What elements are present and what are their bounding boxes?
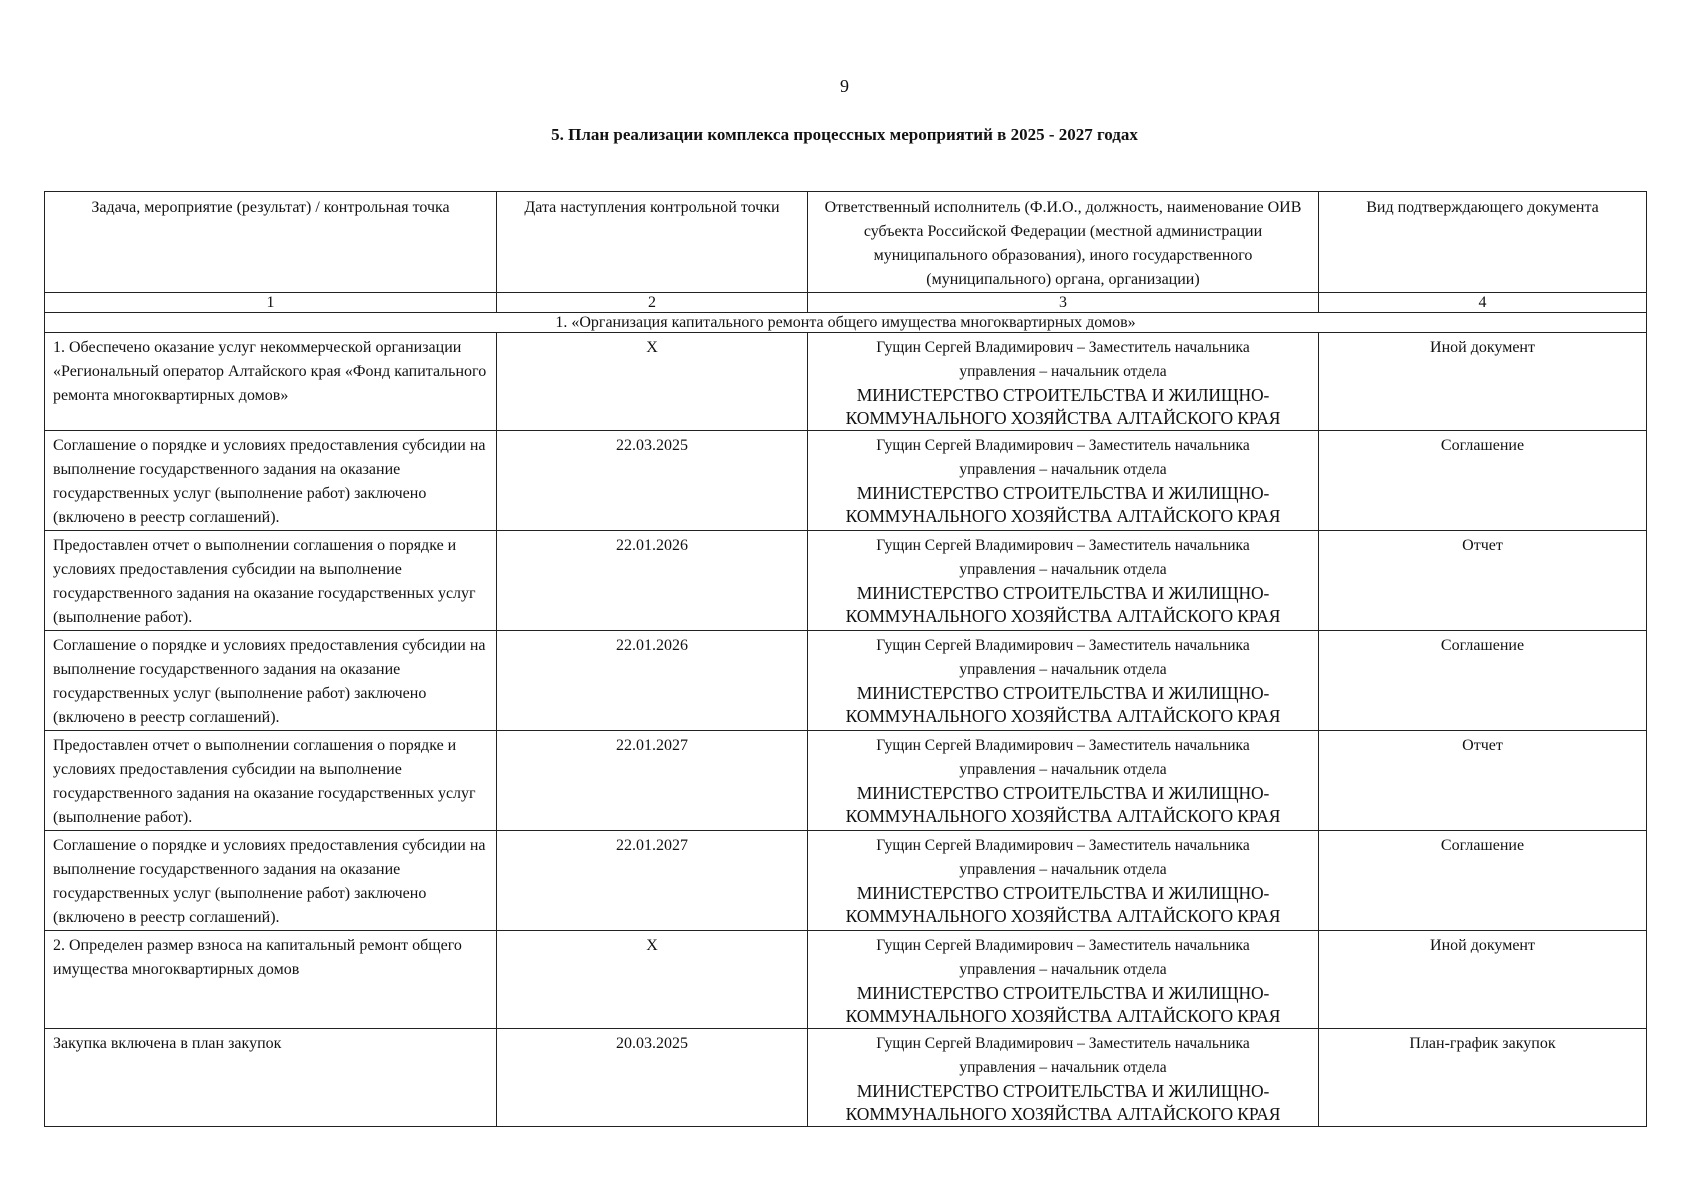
document-title: 5. План реализации комплекса процессных мероприятий в 2025 - 2027 годах: [551, 125, 1138, 144]
task-cell: Закупка включена в план закупок: [45, 1029, 497, 1127]
column-number: 2: [497, 293, 808, 313]
table-row: [45, 931, 1647, 1029]
table-row: [45, 1029, 1647, 1127]
responsible-organization: МИНИСТЕРСТВО СТРОИТЕЛЬСТВА И ЖИЛИЩНО-КОММУНАЛЬНОГО ХОЗЯЙСТВА АЛТАЙСКОГО КРАЯ: [845, 483, 1281, 526]
section-row: [45, 313, 1647, 333]
task-cell: 1. Обеспечено оказание услуг некоммерческой организации «Региональный оператор Алтайского края «Фонд капитального ремонта многоквартирных домов»: [45, 333, 497, 431]
section-title: 1. «Организация капитального ремонта общего имущества многоквартирных домов»: [45, 313, 1647, 333]
document-cell: План-график закупок: [1319, 1029, 1647, 1127]
responsible-position: управления – начальник отдела: [959, 761, 1167, 778]
date-cell: 22.01.2026: [497, 531, 808, 631]
date-cell: 22.01.2027: [497, 831, 808, 931]
responsible-organization: МИНИСТЕРСТВО СТРОИТЕЛЬСТВА И ЖИЛИЩНО-КОММУНАЛЬНОГО ХОЗЯЙСТВА АЛТАЙСКОГО КРАЯ: [845, 883, 1281, 926]
header-document: Вид подтверждающего документа: [1319, 192, 1647, 293]
responsible-position: управления – начальник отдела: [959, 363, 1167, 380]
document-cell: Соглашение: [1319, 831, 1647, 931]
date-cell: 20.03.2025: [497, 1029, 808, 1127]
responsible-cell: [808, 1029, 1319, 1127]
column-number: 1: [45, 293, 497, 313]
date-cell: 22.01.2026: [497, 631, 808, 731]
column-number-row: [45, 293, 1647, 313]
responsible-position: управления – начальник отдела: [959, 661, 1167, 678]
responsible-name: Гущин Сергей Владимирович – Заместитель начальника: [876, 437, 1250, 454]
responsible-position: управления – начальник отдела: [959, 861, 1167, 878]
responsible-cell: [808, 931, 1319, 1029]
table-row: [45, 333, 1647, 431]
task-cell: Соглашение о порядке и условиях предоставления субсидии на выполнение государственного задания на оказание государственных услуг (выполнение работ) заключено (включено в реестр соглашений).: [45, 831, 497, 931]
task-cell: Соглашение о порядке и условиях предоставления субсидии на выполнение государственного задания на оказание государственных услуг (выполнение работ) заключено (включено в реестр соглашений).: [45, 631, 497, 731]
header-row: [45, 192, 1647, 293]
date-cell: 22.01.2027: [497, 731, 808, 831]
document-cell: Отчет: [1319, 731, 1647, 831]
date-cell: X: [497, 333, 808, 431]
responsible-cell: [808, 631, 1319, 731]
table-row: [45, 731, 1647, 831]
table-row: [45, 531, 1647, 631]
task-cell: Предоставлен отчет о выполнении соглашения о порядке и условиях предоставления субсидии на выполнение государственного задания на оказание государственных услуг (выполнение работ).: [45, 531, 497, 631]
responsible-cell: [808, 333, 1319, 431]
date-cell: X: [497, 931, 808, 1029]
responsible-organization: МИНИСТЕРСТВО СТРОИТЕЛЬСТВА И ЖИЛИЩНО-КОММУНАЛЬНОГО ХОЗЯЙСТВА АЛТАЙСКОГО КРАЯ: [845, 385, 1281, 428]
plan-table: [44, 191, 1647, 1127]
header-responsible: Ответственный исполнитель (Ф.И.О., должность, наименование ОИВ субъекта Российской Федерации (местной администрации муниципального образования), иного государственного (муниципального) органа, организации): [808, 192, 1319, 293]
responsible-name: Гущин Сергей Владимирович – Заместитель начальника: [876, 837, 1250, 854]
task-cell: 2. Определен размер взноса на капитальный ремонт общего имущества многоквартирных домов: [45, 931, 497, 1029]
responsible-position: управления – начальник отдела: [959, 961, 1167, 978]
header-task: Задача, мероприятие (результат) / контрольная точка: [45, 192, 497, 293]
document-cell: Иной документ: [1319, 931, 1647, 1029]
table-row: [45, 631, 1647, 731]
document-cell: Соглашение: [1319, 431, 1647, 531]
table-row: [45, 831, 1647, 931]
column-number: 4: [1319, 293, 1647, 313]
document-cell: Отчет: [1319, 531, 1647, 631]
page-number: 9: [840, 76, 849, 96]
responsible-organization: МИНИСТЕРСТВО СТРОИТЕЛЬСТВА И ЖИЛИЩНО-КОММУНАЛЬНОГО ХОЗЯЙСТВА АЛТАЙСКОГО КРАЯ: [845, 683, 1281, 726]
header-date: Дата наступления контрольной точки: [497, 192, 808, 293]
document-cell: Соглашение: [1319, 631, 1647, 731]
responsible-name: Гущин Сергей Владимирович – Заместитель начальника: [876, 537, 1250, 554]
responsible-cell: [808, 731, 1319, 831]
task-cell: Предоставлен отчет о выполнении соглашения о порядке и условиях предоставления субсидии на выполнение государственного задания на оказание государственных услуг (выполнение работ).: [45, 731, 497, 831]
responsible-cell: [808, 431, 1319, 531]
task-cell: Соглашение о порядке и условиях предоставления субсидии на выполнение государственного задания на оказание государственных услуг (выполнение работ) заключено (включено в реестр соглашений).: [45, 431, 497, 531]
responsible-position: управления – начальник отдела: [959, 461, 1167, 478]
table-row: [45, 431, 1647, 531]
responsible-cell: [808, 531, 1319, 631]
table-body: [45, 293, 1647, 1127]
responsible-position: управления – начальник отдела: [959, 1059, 1167, 1076]
document-cell: Иной документ: [1319, 333, 1647, 431]
responsible-organization: МИНИСТЕРСТВО СТРОИТЕЛЬСТВА И ЖИЛИЩНО-КОММУНАЛЬНОГО ХОЗЯЙСТВА АЛТАЙСКОГО КРАЯ: [845, 583, 1281, 626]
responsible-name: Гущин Сергей Владимирович – Заместитель начальника: [876, 737, 1250, 754]
responsible-organization: МИНИСТЕРСТВО СТРОИТЕЛЬСТВА И ЖИЛИЩНО-КОММУНАЛЬНОГО ХОЗЯЙСТВА АЛТАЙСКОГО КРАЯ: [845, 783, 1281, 826]
responsible-cell: [808, 831, 1319, 931]
responsible-name: Гущин Сергей Владимирович – Заместитель начальника: [876, 339, 1250, 356]
responsible-name: Гущин Сергей Владимирович – Заместитель начальника: [876, 637, 1250, 654]
responsible-organization: МИНИСТЕРСТВО СТРОИТЕЛЬСТВА И ЖИЛИЩНО-КОММУНАЛЬНОГО ХОЗЯЙСТВА АЛТАЙСКОГО КРАЯ: [845, 983, 1281, 1026]
responsible-name: Гущин Сергей Владимирович – Заместитель начальника: [876, 1035, 1250, 1052]
responsible-position: управления – начальник отдела: [959, 561, 1167, 578]
date-cell: 22.03.2025: [497, 431, 808, 531]
responsible-organization: МИНИСТЕРСТВО СТРОИТЕЛЬСТВА И ЖИЛИЩНО-КОММУНАЛЬНОГО ХОЗЯЙСТВА АЛТАЙСКОГО КРАЯ: [845, 1081, 1281, 1124]
responsible-name: Гущин Сергей Владимирович – Заместитель начальника: [876, 937, 1250, 954]
column-number: 3: [808, 293, 1319, 313]
